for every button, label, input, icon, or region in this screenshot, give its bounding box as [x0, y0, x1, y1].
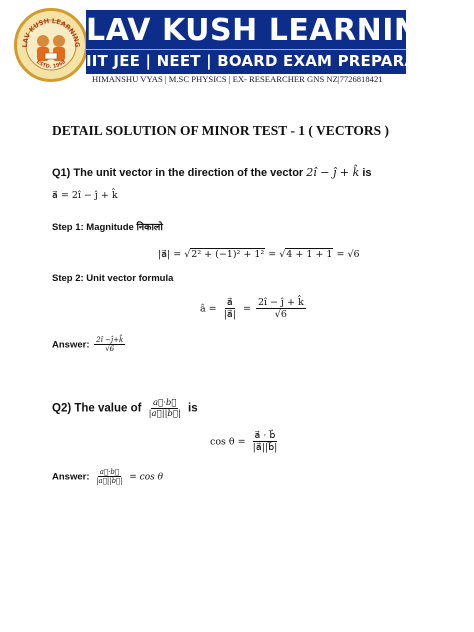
- q1-step1-label: Step 1: Magnitude निकालो: [52, 222, 163, 233]
- logo: [14, 8, 88, 82]
- q1-step1-mid: =: [268, 249, 277, 260]
- q2-question-fraction: [147, 398, 183, 419]
- q1-step2-f2-num: 2î − ĵ + k̂: [257, 297, 304, 308]
- q1-step2-f1-den: |a⃗|: [223, 309, 236, 321]
- q2-question-den: |a⃗||b⃗|: [148, 409, 181, 420]
- q2-answer: [52, 468, 163, 486]
- q1-answer-num: 2î −ĵ+k̂: [96, 336, 124, 344]
- q1-step1-radicand: 2² + (−1)² + 1²: [191, 249, 265, 260]
- q1-step1-lhs: |a⃗| =: [158, 249, 182, 260]
- q1-answer-label: Answer:: [52, 339, 90, 351]
- q2-formula: [210, 430, 281, 454]
- q1-question: [52, 166, 372, 179]
- q2-answer-num: a⃗·b⃗: [99, 468, 120, 476]
- q2-formula-fraction: [251, 430, 280, 454]
- q1-step2-eq: =: [242, 303, 251, 315]
- banner-subtitle: IIT JEE | NEET | BOARD EXAM PREPARATION: [86, 52, 457, 70]
- logo-ring-text: LAV KUSH LEARNING: [20, 16, 82, 48]
- q1-step1-end: = √6: [336, 249, 360, 260]
- q1-step1-radicand2: 4 + 1 + 1: [286, 249, 333, 260]
- q1-step2-fraction-2: [256, 297, 306, 321]
- q2-formula-lhs: cos θ =: [210, 436, 246, 448]
- q1-step2-lhs: â =: [200, 303, 217, 315]
- q2-question-num: a⃗·b⃗: [153, 398, 177, 408]
- q1-answer-fraction: [94, 336, 125, 354]
- q1-step2-fraction-1: [222, 297, 238, 321]
- logo-figures-icon: [17, 11, 85, 79]
- q1-step2-equation: [200, 297, 308, 321]
- q1-question-text: Q1) The unit vector in the direction of the vector: [52, 167, 304, 179]
- q2-answer-rhs: = cos θ: [129, 472, 164, 483]
- q1-question-tail: is: [362, 167, 372, 179]
- document-title: DETAIL SOLUTION OF MINOR TEST - 1 ( VECTORS ): [52, 123, 389, 138]
- q1-step2-f1-num: a⃗: [226, 297, 233, 308]
- q1-answer: [52, 336, 127, 354]
- q2-formula-num: a⃗ · b⃗: [254, 430, 276, 441]
- logo-est-text: ESTD. 1968: [34, 59, 68, 70]
- q2-question-tail: is: [188, 402, 198, 415]
- byline: HIMANSHU VYAS | M.SC PHYSICS | EX- RESEARCHER GNS NZ|7726818421: [92, 74, 383, 84]
- q1-step2-f2-den: √6: [274, 309, 287, 321]
- q2-question: [52, 398, 198, 419]
- q2-answer-fraction: [94, 468, 125, 486]
- q1-answer-den: √6: [105, 345, 115, 354]
- q2-answer-label: Answer:: [52, 471, 90, 483]
- q1-given: a⃗ = 2î − ĵ + k̂: [52, 190, 118, 201]
- q1-step1-equation: |a⃗| = √2² + (−1)² + 1² = √4 + 1 + 1 = √6: [158, 249, 360, 260]
- banner-title: LAV KUSH LEARNING: [86, 13, 445, 48]
- q1-question-vector: 2î − ĵ + k̂: [306, 166, 360, 179]
- banner: [86, 10, 457, 74]
- q1-step2-label: Step 2: Unit vector formula: [52, 273, 174, 284]
- header: [0, 0, 474, 90]
- q2-answer-den: |a⃗||b⃗|: [96, 477, 123, 486]
- q2-question-text: Q2) The value of: [52, 402, 142, 415]
- q2-formula-den: |a⃗||b⃗|: [252, 442, 278, 454]
